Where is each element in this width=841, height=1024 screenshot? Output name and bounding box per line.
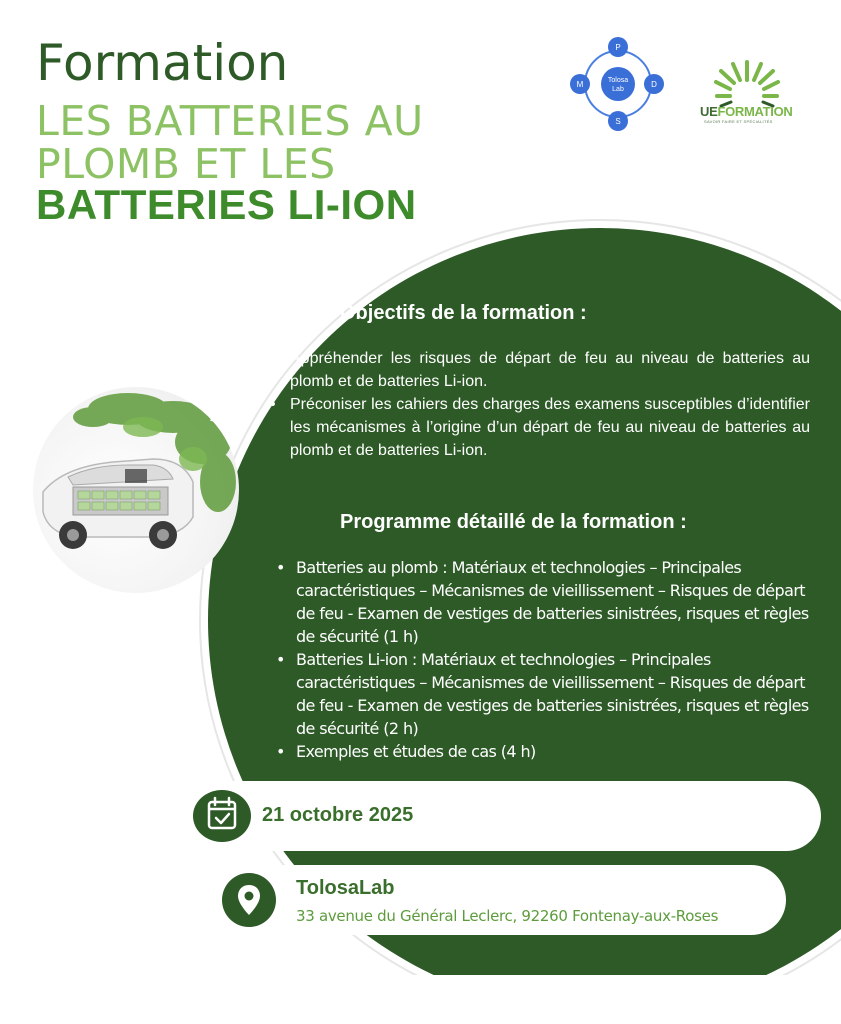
event-date: 21 octobre 2025 — [262, 804, 414, 826]
pdms-right-label: D — [651, 80, 657, 89]
subtitle-line-1: LES BATTERIES AU — [36, 97, 424, 145]
list-item: • Exemples et études de cas (4 h) — [274, 740, 819, 763]
pdms-center-label-1: Tolosa — [607, 77, 629, 84]
program-list — [274, 556, 819, 763]
ueformation-wordmark: UEFORMATION — [700, 104, 793, 119]
pdms-logo — [565, 35, 675, 135]
pdms-left-label: M — [576, 80, 584, 89]
location-address: 33 avenue du Général Leclerc, 92260 Fontenay-aux-Roses — [296, 907, 719, 925]
list-item: • Préconiser les cahiers des charges des examens susceptibles d’identifier les mécanismes à l’origine d’un départ de feu au niveau de batteries au plomb et de batteries Li-ion. — [268, 393, 810, 462]
map-pin-icon — [222, 873, 276, 927]
pdms-top-label: P — [615, 43, 621, 52]
list-item: • Batteries Li-ion : Matériaux et technologies – Principales caractéristiques – Mécanismes de vieillissement – Risques de départ de feu - Examen de vestiges de batteries sinistrées, risques et règles de sécurité (2 h) — [274, 648, 819, 740]
subtitle-line-2: PLOMB ET LES — [36, 140, 336, 188]
program-heading: Programme détaillé de la formation : — [340, 511, 687, 533]
objectives-heading: Objectifs de la formation : — [340, 302, 587, 324]
electric-car-battery-image — [33, 387, 239, 593]
subtitle-bold: BATTERIES LI-ION — [36, 181, 417, 228]
calendar-check-icon — [193, 790, 251, 842]
objectives-list — [268, 347, 810, 462]
page-title: Formation — [36, 34, 289, 92]
location-name: TolosaLab — [296, 877, 395, 899]
pdms-center-label-2: Lab — [612, 86, 624, 93]
list-item: • Appréhender les risques de départ de feu au niveau de batteries au plomb et de batteries Li-ion. — [268, 347, 810, 393]
ueformation-tagline: SAVOIR FAIRE ET SPÉCIALITÉS — [704, 119, 773, 124]
pdms-bottom-label: S — [615, 117, 621, 126]
list-item: • Batteries au plomb : Matériaux et technologies – Principales caractéristiques – Mécanismes de vieillissement – Risques de départ de feu - Examen de vestiges de batteries sinistrées, risques et règles de sécurité (1 h) — [274, 556, 819, 648]
